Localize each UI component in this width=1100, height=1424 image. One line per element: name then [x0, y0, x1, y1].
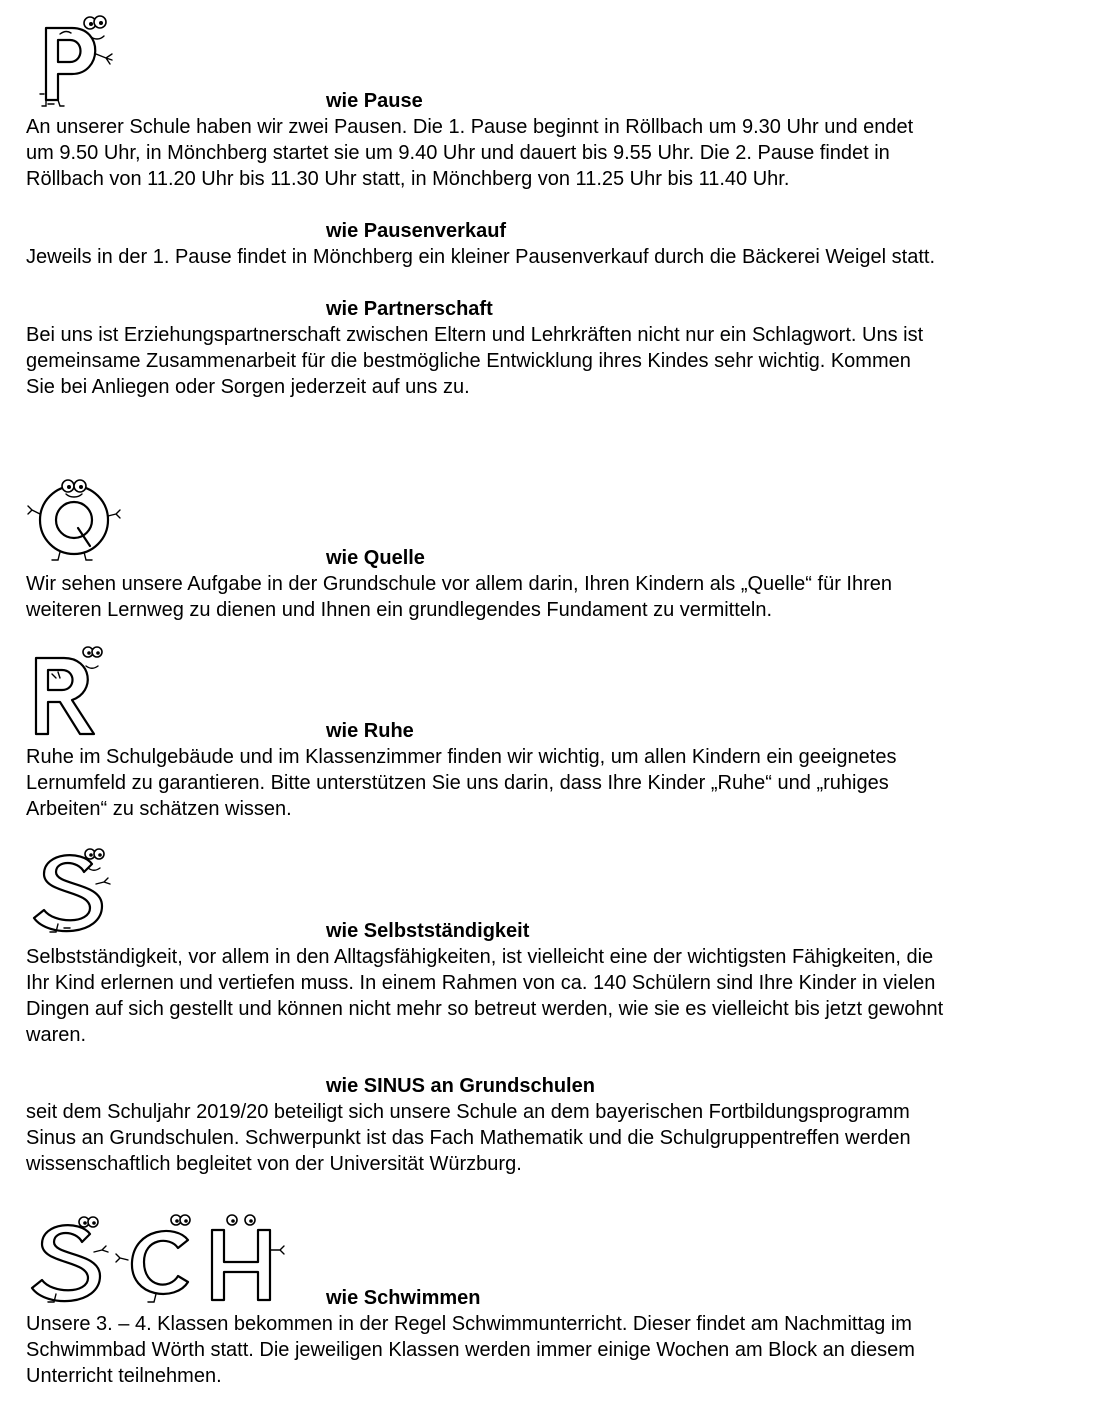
paragraph-ruhe: Ruhe im Schulgebäude und im Klassenzimmer finden wir wichtig, um allen Kindern ein geeignetes Lernumfeld zu garantieren. Bitte unterstützen Sie uns darin, dass Ihre Kinder „Ruhe“ und „ruhiges Arbeiten“ zu schätzen wissen.	[26, 746, 897, 820]
paragraph-selbststaendigkeit: Selbstständigkeit, vor allem in den Alltagsfähigkeiten, ist vielleicht eine der wichtigsten Fähigkeiten, die Ihr Kind erlernen und vertiefen muss. In einem Rahmen von ca. 140 Schülern sind Ihre Kinder in vielen Dingen auf sich gestellt und können nicht mehr so betreut werden, wie sie es vielleicht bis jetzt gewohnt waren.	[26, 946, 944, 1046]
heading-pause: wie Pause	[326, 90, 423, 112]
paragraph-pause: An unserer Schule haben wir zwei Pausen. Die 1. Pause beginnt in Röllbach um 9.30 Uhr und endet um 9.50 Uhr, in Mönchberg startet sie um 9.40 Uhr und dauert bis 9.55 Uhr. Die 2. Pause findet in Röllbach von 11.20 Uhr bis 11.30 Uhr statt, in Mönchberg von 11.25 Uhr bis 11.40 Uhr.	[26, 116, 914, 190]
paragraph-pausenverkauf: Jeweils in der 1. Pause findet in Mönchberg ein kleiner Pausenverkauf durch die Bäckerei Weigel statt.	[26, 246, 936, 268]
paragraph-quelle: Wir sehen unsere Aufgabe in der Grundschule vor allem darin, Ihren Kindern als „Quelle“ für Ihren weiteren Lernweg zu dienen und Ihnen ein grundlegendes Fundament zu vermitteln.	[26, 573, 893, 621]
letter-r-character-icon	[30, 644, 110, 736]
heading-pausenverkauf: wie Pausenverkauf	[326, 220, 507, 242]
heading-selbststaendigkeit: wie Selbstständigkeit	[326, 920, 530, 942]
heading-partnerschaft: wie Partnerschaft	[326, 298, 493, 320]
paragraph-sinus: seit dem Schuljahr 2019/20 beteiligt sich unsere Schule an dem bayerischen Fortbildungsprogramm Sinus an Grundschulen. Schwerpunkt ist das Fach Mathematik und die Schulgruppentreffen werden wissenschaftlich begleitet von der Universität Würzburg.	[26, 1101, 911, 1175]
paragraph-partnerschaft: Bei uns ist Erziehungspartnerschaft zwischen Eltern und Lehrkräften nicht nur ein Schlagwort. Uns ist gemeinsame Zusammenarbeit für die bestmögliche Entwicklung ihres Kindes sehr wichtig. Kommen Sie bei Anliegen oder Sorgen jederzeit auf uns zu.	[26, 324, 924, 398]
heading-ruhe: wie Ruhe	[326, 720, 414, 742]
heading-quelle: wie Quelle	[326, 547, 425, 569]
heading-sinus: wie SINUS an Grundschulen	[326, 1075, 595, 1097]
letters-sch-character-icon	[28, 1210, 308, 1306]
paragraph-schwimmen: Unsere 3. – 4. Klassen bekommen in der Regel Schwimmunterricht. Dieser findet am Nachmittag im Schwimmbad Wörth statt. Die jeweiligen Klassen werden immer einige Wochen am Block an diesem Unterricht teilnehmen.	[26, 1313, 915, 1387]
heading-schwimmen: wie Schwimmen	[326, 1287, 481, 1309]
letter-s-character-icon	[30, 844, 114, 934]
letter-q-character-icon	[28, 476, 124, 562]
letter-p-character-icon	[38, 12, 118, 108]
